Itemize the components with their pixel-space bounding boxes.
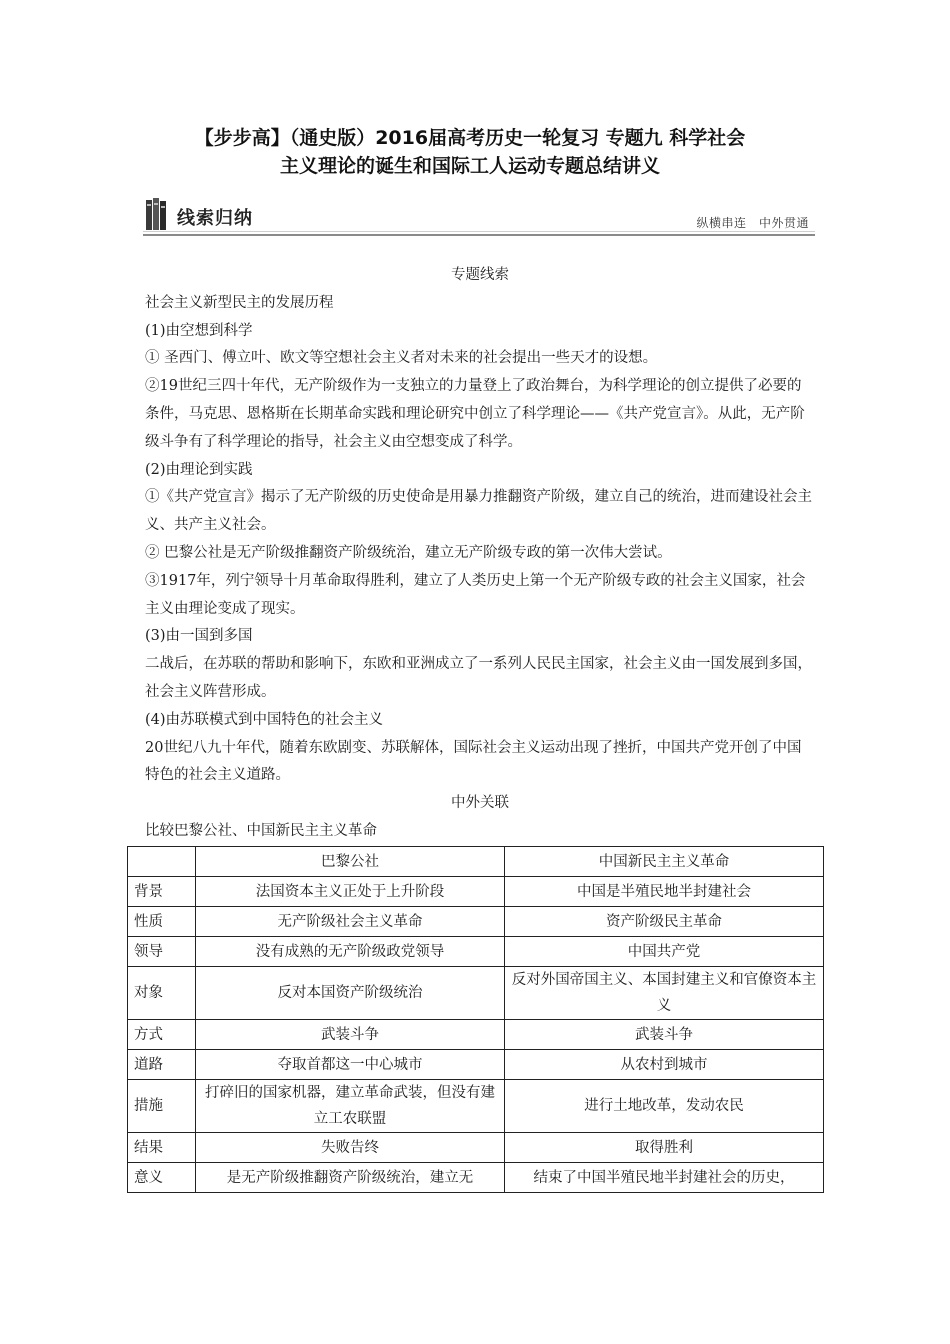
- table-cell: 反对外国帝国主义、本国封建主义和官僚资本主义: [505, 967, 824, 1020]
- table-row: [128, 1050, 824, 1080]
- table-cell: 法国资本主义正处于上升阶段: [196, 877, 505, 907]
- title-line-1: 【步步高】（通史版）2016届高考历史一轮复习 专题九 科学社会: [194, 127, 746, 149]
- table-cell: 打碎旧的国家机器，建立革命武装，但没有建立工农联盟: [196, 1080, 505, 1133]
- document-title: [120, 124, 820, 180]
- row-label: 背景: [128, 877, 196, 907]
- table-row: [128, 907, 824, 937]
- table-cell: 失败告终: [196, 1133, 505, 1163]
- table-cell: 结束了中国半殖民地半封建社会的历史，: [505, 1163, 824, 1193]
- row-label: 结果: [128, 1133, 196, 1163]
- table-header-cell: 中国新民主主义革命: [505, 847, 824, 877]
- row-label: 道路: [128, 1050, 196, 1080]
- table-cell: 取得胜利: [505, 1133, 824, 1163]
- banner-divider: [143, 234, 815, 236]
- title-line-2: 主义理论的诞生和国际工人运动专题总结讲义: [279, 155, 660, 177]
- table-header-cell: 巴黎公社: [196, 847, 505, 877]
- table-cell: 没有成熟的无产阶级政党领导: [196, 937, 505, 967]
- paragraph: (1)由空想到科学: [145, 322, 253, 339]
- table-cell: 从农村到城市: [505, 1050, 824, 1080]
- table-row: [128, 967, 824, 1020]
- table-cell: 进行土地改革，发动农民: [505, 1080, 824, 1133]
- row-label: 对象: [128, 967, 196, 1020]
- table-row: [128, 877, 824, 907]
- paragraph: (3)由一国到多国: [145, 628, 253, 645]
- paragraph: ① 圣西门、傅立叶、欧文等空想社会主义者对未来的社会提出一些天才的设想。: [145, 350, 658, 367]
- table-cell: 中国是半殖民地半封建社会: [505, 877, 824, 907]
- row-label: 措施: [128, 1080, 196, 1133]
- banner-label: 线索归纳: [177, 208, 253, 229]
- paragraph: 二战后，在苏联的帮助和影响下，东欧和亚洲成立了一系列人民民主国家，社会主义由一国发展到多国，社会主义阵营形成。: [145, 656, 812, 700]
- main-content: [145, 262, 815, 846]
- table-cell: 资产阶级民主革命: [505, 907, 824, 937]
- row-label: 领导: [128, 937, 196, 967]
- section-heading: 专题线索: [451, 267, 509, 283]
- books-icon: [146, 198, 168, 230]
- paragraph: ② 巴黎公社是无产阶级推翻资产阶级统治，建立无产阶级专政的第一次伟大尝试。: [145, 544, 672, 561]
- banner-slogan: 纵横串连 中外贯通: [696, 216, 809, 230]
- table-row: [128, 1020, 824, 1050]
- table-cell: 武装斗争: [505, 1020, 824, 1050]
- table-cell: 无产阶级社会主义革命: [196, 907, 505, 937]
- table-cell: 武装斗争: [196, 1020, 505, 1050]
- table-cell: 夺取首都这一中心城市: [196, 1050, 505, 1080]
- comparison-table: [127, 846, 824, 1193]
- paragraph: (4)由苏联模式到中国特色的社会主义: [145, 711, 384, 728]
- row-label: 方式: [128, 1020, 196, 1050]
- section-heading: 中外关联: [451, 795, 509, 812]
- table-row: [128, 1080, 824, 1133]
- section-banner: [143, 198, 815, 236]
- table-cell: [128, 847, 196, 877]
- table-header-row: [128, 847, 824, 877]
- row-label: 意义: [128, 1163, 196, 1193]
- paragraph: 20世纪八九十年代，随着东欧剧变、苏联解体，国际社会主义运动出现了挫折，中国共产党开创了中国特色的社会主义道路。: [145, 739, 802, 784]
- row-label: 性质: [128, 907, 196, 937]
- paragraph: (2)由理论到实践: [145, 461, 253, 478]
- table-intro: 比较巴黎公社、中国新民主主义革命: [145, 822, 377, 839]
- table-row: [128, 937, 824, 967]
- paragraph: ②19世纪三四十年代，无产阶级作为一支独立的力量登上了政治舞台，为科学理论的创立提供了必要的条件，马克思、恩格斯在长期革命实践和理论研究中创立了科学理论——《共产党宣言》。从此，无产阶级斗争有了科学理论的指导，社会主义由空想变成了科学。: [145, 378, 805, 450]
- table-row: [128, 1133, 824, 1163]
- paragraph: ①《共产党宣言》揭示了无产阶级的历史使命是用暴力推翻资产阶级，建立自己的统治，进而建设社会主义、共产主义社会。: [145, 489, 812, 534]
- banner-divider-thin: [143, 231, 815, 232]
- table-cell: 中国共产党: [505, 937, 824, 967]
- table-row: [128, 1163, 824, 1193]
- paragraph: 社会主义新型民主的发展历程: [145, 294, 334, 311]
- table-cell: 反对本国资产阶级统治: [196, 967, 505, 1020]
- table-cell: 是无产阶级推翻资产阶级统治，建立无: [196, 1163, 505, 1193]
- paragraph: ③1917年，列宁领导十月革命取得胜利，建立了人类历史上第一个无产阶级专政的社会主义国家，社会主义由理论变成了现实。: [145, 572, 806, 617]
